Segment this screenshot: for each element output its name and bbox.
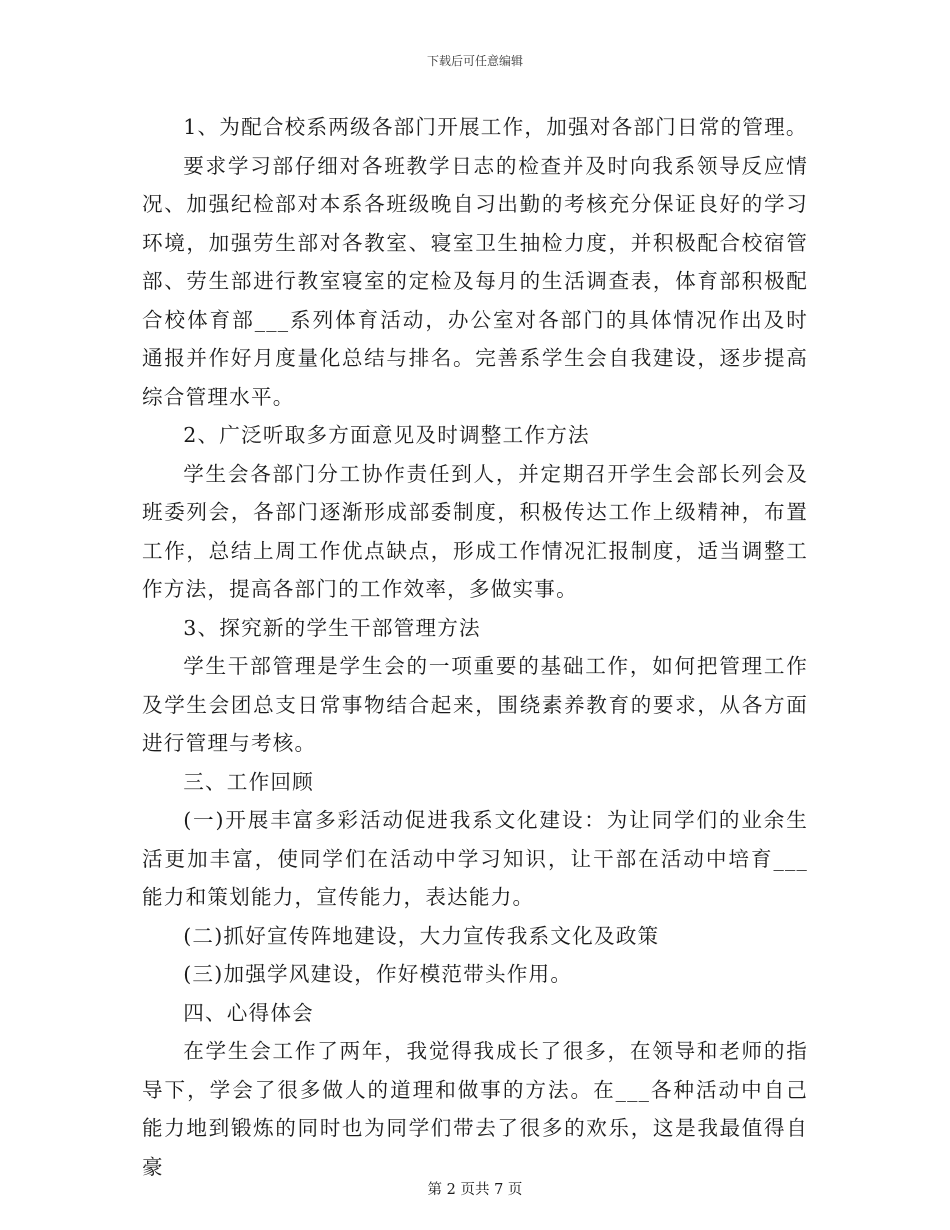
paragraph-6: 学生干部管理是学生会的一项重要的基础工作，如何把管理工作及学生会团总支日常事物结合起来，围绕素养教育的要求，从各方面进行管理与考核。 xyxy=(142,654,808,755)
paragraph-8: (二)抓好宣传阵地建设，大力宣传我系文化及政策 xyxy=(183,923,660,948)
paragraph-5-heading: 3、探究新的学生干部管理方法 xyxy=(183,615,481,640)
document-body xyxy=(142,108,808,1186)
paragraph-9: (三)加强学风建设，作好模范带头作用。 xyxy=(183,962,573,986)
paragraph-1: 1、为配合校系两级各部门开展工作，加强对各部门日常的管理。 xyxy=(183,115,808,139)
section-heading-reflections: 四、心得体会 xyxy=(183,1000,314,1025)
page-header: 下载后可任意编辑 xyxy=(426,54,523,68)
paragraph-3-heading: 2、广泛听取多方面意见及时调整工作方法 xyxy=(183,423,590,447)
section-heading-work-review: 三、工作回顾 xyxy=(183,769,314,794)
paragraph-2: 要求学习部仔细对各班教学日志的检查并及时向我系领导反应情况、加强纪检部对本系各班级晚自习出勤的考核充分保证良好的学习环境，加强劳生部对各教室、寝室卫生抽检力度，并积极配合校宿管部、劳生部进行教室寝室的定检及每月的生活调查表，体育部积极配合校体育部___系列体育活动，办公室对各部门的具体情况作出及时通报并作好月度量化总结与排名。完善系学生会自我建设，逐步提高综合管理水平。 xyxy=(142,153,808,409)
page-footer: 第 2 页共 7 页 xyxy=(427,1182,523,1198)
paragraph-4: 学生会各部门分工协作责任到人，并定期召开学生会部长列会及班委列会，各部门逐渐形成部委制度，积极传达工作上级精神，布置工作，总结上周工作优点缺点，形成工作情况汇报制度，适当调整工作方法，提高各部门的工作效率，多做实事。 xyxy=(142,461,808,601)
paragraph-7: (一)开展丰富多彩活动促进我系文化建设：为让同学们的业余生活更加丰富，使同学们在活动中学习知识，让干部在活动中培育___能力和策划能力，宣传能力，表达能力。 xyxy=(142,808,808,909)
paragraph-10: 在学生会工作了两年，我觉得我成长了很多，在领导和老师的指导下，学会了很多做人的道理和做事的方法。在___各种活动中自己能力地到锻炼的同时也为同学们带去了很多的欢乐，这是我最值得自豪 xyxy=(142,1039,808,1179)
